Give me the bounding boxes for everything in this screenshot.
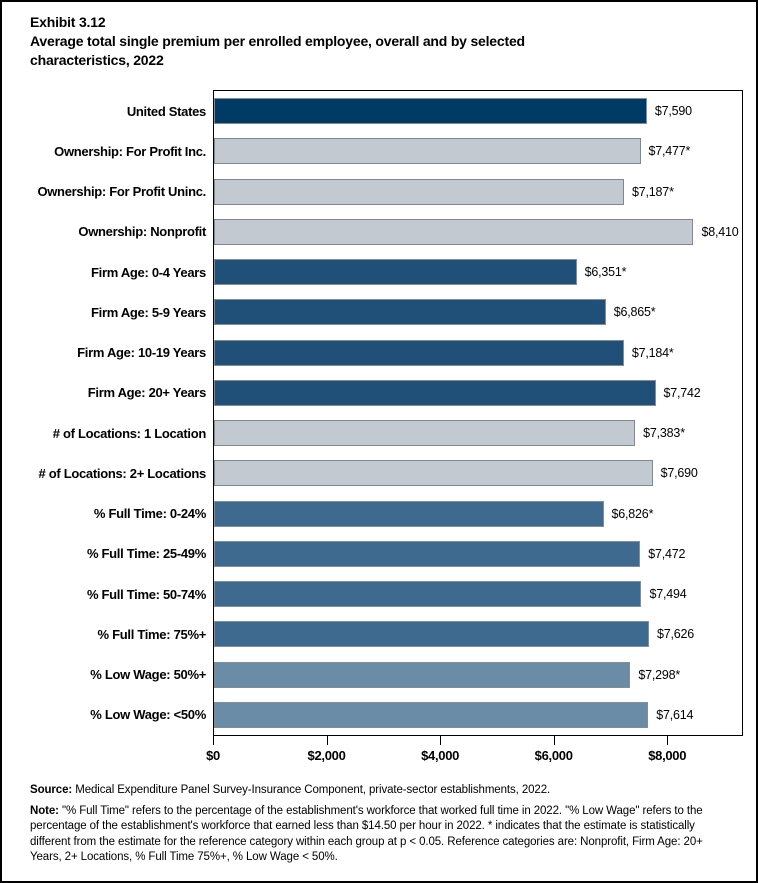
chart-row (2, 212, 758, 252)
category-label: Ownership: Nonprofit (78, 224, 206, 240)
x-axis-tick-label: $2,000 (307, 748, 346, 763)
chart-row (2, 91, 758, 131)
bar-area (214, 380, 742, 406)
source-label: Source: (30, 784, 73, 796)
x-axis (206, 735, 741, 775)
bar-area (214, 420, 742, 446)
bar-9 (214, 460, 653, 486)
bar-6 (214, 340, 624, 366)
value-label: $7,472 (648, 546, 686, 561)
chart-row (2, 413, 758, 453)
category-label: % Full Time: 50-74% (86, 586, 206, 602)
bar-area (214, 702, 742, 728)
bar-14 (214, 662, 630, 688)
category-label: Firm Age: 10-19 Years (77, 345, 206, 361)
note-label: Note: (30, 804, 59, 817)
bar-0 (214, 98, 647, 124)
value-label: $7,614 (656, 707, 694, 722)
value-label: $7,742 (663, 385, 701, 400)
value-label: $7,184* (631, 345, 674, 360)
chart-rows (2, 91, 758, 735)
bar-13 (214, 621, 649, 647)
bar-5 (214, 299, 606, 325)
bar-area (214, 259, 742, 285)
source-line (30, 783, 734, 799)
value-label: $7,298* (638, 667, 681, 682)
chart-row (2, 172, 758, 212)
category-label: Firm Age: 0-4 Years (91, 264, 206, 280)
bar-7 (214, 380, 656, 406)
chart-row (2, 373, 758, 413)
value-label: $8,410 (701, 224, 739, 239)
category-label: United States (126, 103, 206, 119)
bar-8 (214, 420, 635, 446)
bar-area (214, 98, 742, 124)
chart-row (2, 131, 758, 171)
category-label: % Full Time: 0-24% (93, 506, 206, 522)
value-label: $7,383* (643, 426, 685, 441)
chart-row (2, 534, 758, 574)
bar-3 (214, 219, 693, 245)
value-label: $7,590 (654, 104, 692, 119)
chart-row (2, 252, 758, 292)
chart-title-text: Average total single premium per enrolled employee, overall and by selected characteristics, 2022 (30, 33, 525, 68)
x-axis-tick (554, 735, 555, 745)
bar-area (214, 541, 742, 567)
chart-row (2, 453, 758, 493)
x-axis-tick (667, 735, 668, 745)
category-label: Firm Age: 20+ Years (87, 385, 206, 401)
bar-area (214, 501, 742, 527)
chart-row (2, 695, 758, 735)
x-axis-tick-label: $0 (206, 748, 220, 763)
category-label: # of Locations: 1 Location (52, 425, 206, 441)
source-text: Medical Expenditure Panel Survey-Insurance Component, private-sector establishments, 2022. (72, 784, 551, 796)
chart-title (30, 13, 605, 70)
chart-row (2, 655, 758, 695)
value-label: $7,626 (656, 627, 694, 642)
exhibit-number: Exhibit 3.12 (30, 14, 106, 30)
bar-area (214, 340, 742, 366)
category-label: % Low Wage: 50%+ (90, 667, 206, 683)
bar-12 (214, 581, 641, 607)
bar-area (214, 460, 742, 486)
bar-1 (214, 138, 641, 164)
category-label: % Low Wage: <50% (90, 707, 206, 723)
category-label: % Full Time: 75%+ (97, 626, 206, 642)
bar-11 (214, 541, 640, 567)
bar-area (214, 299, 742, 325)
x-axis-tick (327, 735, 328, 745)
category-label: % Full Time: 25-49% (86, 546, 206, 562)
chart-row (2, 292, 758, 332)
bar-area (214, 138, 742, 164)
bar-4 (214, 259, 577, 285)
bar-10 (214, 501, 604, 527)
bar-area (214, 179, 742, 205)
x-axis-tick (440, 735, 441, 745)
bar-area (214, 219, 742, 245)
value-label: $7,690 (660, 466, 698, 481)
category-label: # of Locations: 2+ Locations (38, 465, 206, 481)
chart-row (2, 614, 758, 654)
value-label: $7,187* (632, 184, 674, 199)
chart-row (2, 333, 758, 373)
x-axis-tick-label: $8,000 (648, 748, 687, 763)
bar-15 (214, 702, 648, 728)
x-axis-tick-label: $4,000 (421, 748, 460, 763)
value-label: $7,494 (649, 587, 687, 602)
bar-area (214, 621, 742, 647)
bar-area (214, 662, 742, 688)
note-line (30, 804, 734, 866)
note-text: "% Full Time" refers to the percentage of the establishment's workforce that worked full time in 2022. "% Low Wage" refers to the percentage of the establishment's workforce that earned less than $14.50 per hour in 2022. * indicates that the estimate is statistically different from the estimate for the reference category within each group at p < 0.05. Reference categories are: Nonprofit, Firm Age: 20+ Years, 2+ Locations, % Full Time 75%+, % Low Wage < 50%. (30, 804, 703, 863)
value-label: $6,351* (584, 265, 627, 280)
chart-row (2, 574, 758, 614)
bar-2 (214, 179, 624, 205)
bar-area (214, 581, 742, 607)
x-axis-tick (213, 735, 214, 745)
value-label: $6,865* (613, 305, 656, 320)
category-label: Ownership: For Profit Uninc. (37, 184, 206, 200)
x-axis-tick-label: $6,000 (534, 748, 573, 763)
footer (30, 783, 734, 871)
value-label: $7,477* (648, 144, 691, 159)
value-label: $6,826* (611, 506, 654, 521)
category-label: Ownership: For Profit Inc. (54, 143, 206, 159)
chart-row (2, 494, 758, 534)
category-label: Firm Age: 5-9 Years (91, 304, 206, 320)
